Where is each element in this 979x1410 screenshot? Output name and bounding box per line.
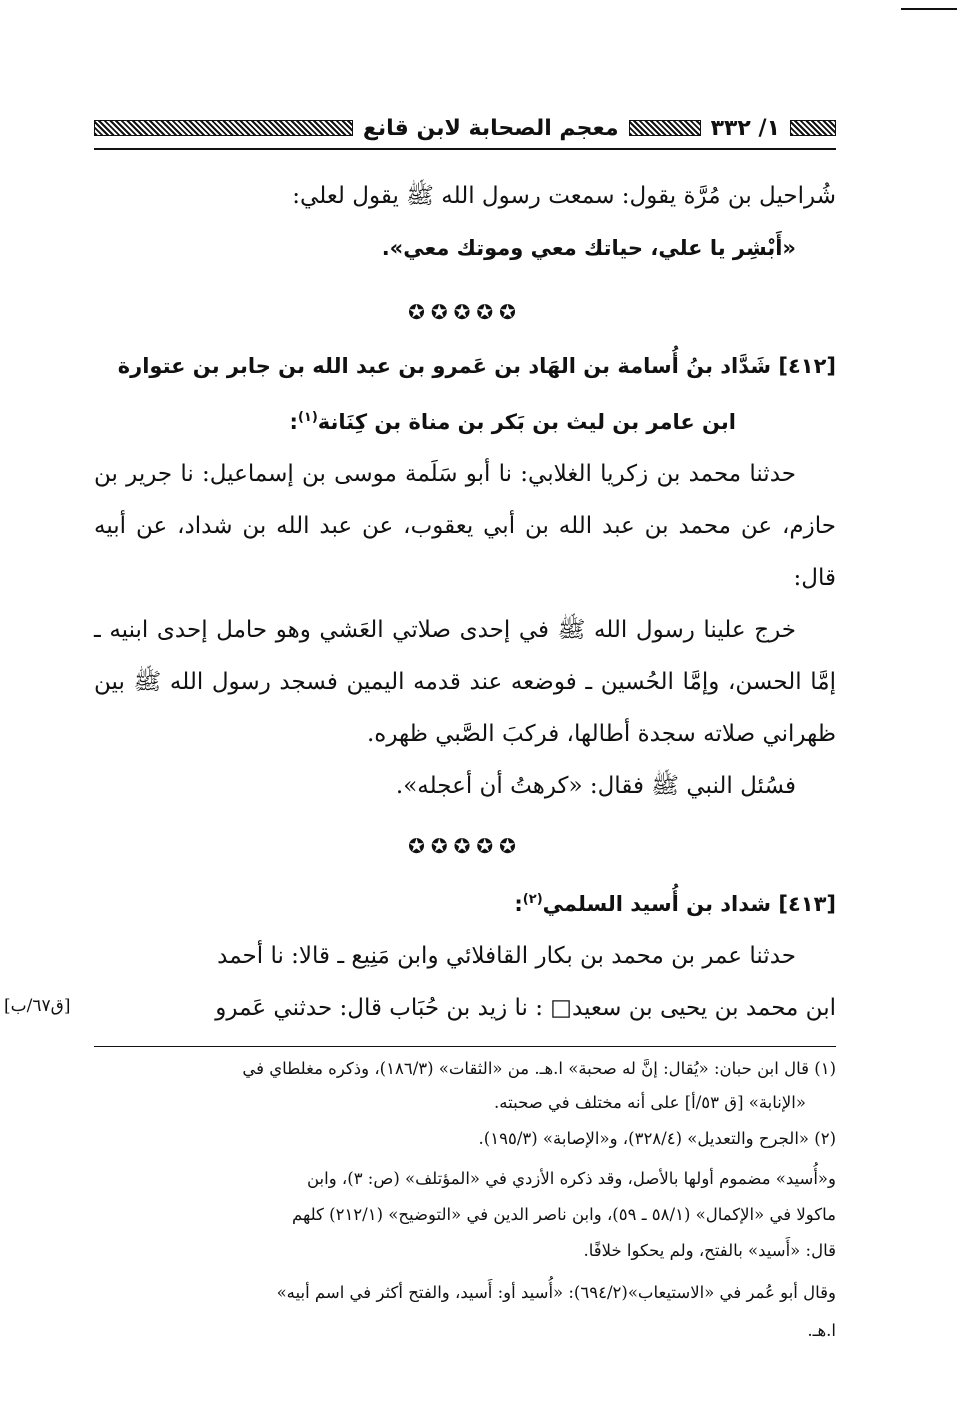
line-shurahbil: شُراحيل بن مُرَّة يقول: سمعت رسول الله ﷺ يقول لعلي: bbox=[292, 183, 836, 209]
entry-413-isnad-line2: ابن محمد بن يحيى بن سعيد□ : نا زيد بن حُبَاب قال: حدثني عَمرو bbox=[215, 995, 836, 1021]
footnote-2-line-6: ا.هـ. bbox=[807, 1321, 836, 1340]
footnote-2-line-2: و«أُسيد» مضموم أولها بالأصل، وقد ذكره الأزدي في «المؤتلف» (ص: ٣)، وابن bbox=[306, 1169, 836, 1188]
entry-412-question: فسُئل النبي ﷺ فقال: «كرهتُ أن أعجله». bbox=[395, 773, 796, 799]
entry-412-isnad: حدثنا محمد بن زكريا الغلابي: نا أبو سَلَمة موسى بن إسماعيل: نا جرير بن حازم، عن محمد بن عبد الله بن أبي يعقوب، عن عبد الله بن شداد، عن أبيه قال: bbox=[94, 461, 836, 591]
header-rule bbox=[94, 148, 836, 150]
heading-colon: : bbox=[289, 410, 298, 434]
entry-413-isnad-line1: حدثنا عمر بن محمد بن بكار القافلائي وابن مَنِيع ـ قالا: نا أحمد bbox=[217, 943, 796, 969]
hadith-quote: «أَبْشِر يا علي، حياتك معي وموتك معي». bbox=[381, 236, 796, 260]
running-header bbox=[94, 112, 836, 144]
footnote-2-line-5: وقال أبو عُمر في «الاستيعاب»(٦٩٤/٢): «أُسيد أو: أَسيد، والفتح أكثر في اسم أبيه» bbox=[276, 1283, 836, 1302]
footnote-separator bbox=[94, 1046, 836, 1047]
entry-412-matn: خرج علينا رسول الله ﷺ في إحدى صلاتي العَشي وهو حامل إحدى ابنيه ـ إمَّا الحسن، وإمَّا الحُسين ـ فوضعه عند قدمه اليمين فسجد رسول الله ﷺ بين ظهراني صلاته سجدة أطالها، فركبَ الصَّبي ظهره. bbox=[94, 617, 836, 747]
footnote-2-line-1: (٢) «الجرح والتعديل» (٣٢٨/٤)، و«الإصابة» (١٩٥/٣). bbox=[478, 1129, 836, 1148]
header-ornament bbox=[94, 120, 353, 136]
entry-413-heading: [٤١٣] شداد بن أُسيد السلمي bbox=[542, 892, 836, 916]
separator-stars: ✪✪✪✪✪ bbox=[408, 834, 522, 858]
footnote-1-line-1: (١) قال ابن حبان: «يُقال: إنَّ له صحبة» ا.هـ. من «الثقات» (١٨٦/٣)، وذكره مغلطاي في bbox=[242, 1059, 836, 1078]
footnote-1-line-2: «الإنابة» [ق ٥٣/أ] على أنه مختلف في صحبته. bbox=[494, 1093, 806, 1112]
separator-stars: ✪✪✪✪✪ bbox=[408, 300, 522, 324]
book-title: معجم الصحابة لابن قانع bbox=[362, 115, 619, 141]
entry-412-heading-line2: ابن عامر بن ليث بن بَكر بن مناة بن كِنَانة bbox=[317, 410, 736, 434]
entry-412-heading-cont bbox=[94, 392, 836, 448]
manuscript-folio-reference: [ق٦٧/ب] bbox=[4, 996, 71, 1016]
footnote-ref-2: (٢) bbox=[522, 892, 543, 907]
footnote-2-line-4: قال: «أَسيد» بالفتح، ولم يحكوا خلافًا. bbox=[583, 1241, 836, 1260]
header-ornament bbox=[629, 120, 701, 136]
entry-413-heading-row bbox=[94, 874, 836, 930]
corner-rule bbox=[901, 8, 957, 10]
header-ornament bbox=[790, 120, 836, 136]
heading-colon: : bbox=[514, 892, 523, 916]
page-number: ١/ ٣٣٢ bbox=[710, 115, 780, 141]
footnote-2-line-3: ماكولا في «الإكمال» (٥٨/١ ـ ٥٩)، وابن ناصر الدين في «التوضيح» (٢١٢/١) كلهم bbox=[291, 1205, 836, 1224]
entry-412-heading: [٤١٢] شَدَّاد بنُ أُسامة بن الهَاد بن عَمرو بن عبد الله بن جابر بن عتوارة bbox=[117, 354, 836, 378]
footnote-ref-1: (١) bbox=[297, 410, 318, 425]
